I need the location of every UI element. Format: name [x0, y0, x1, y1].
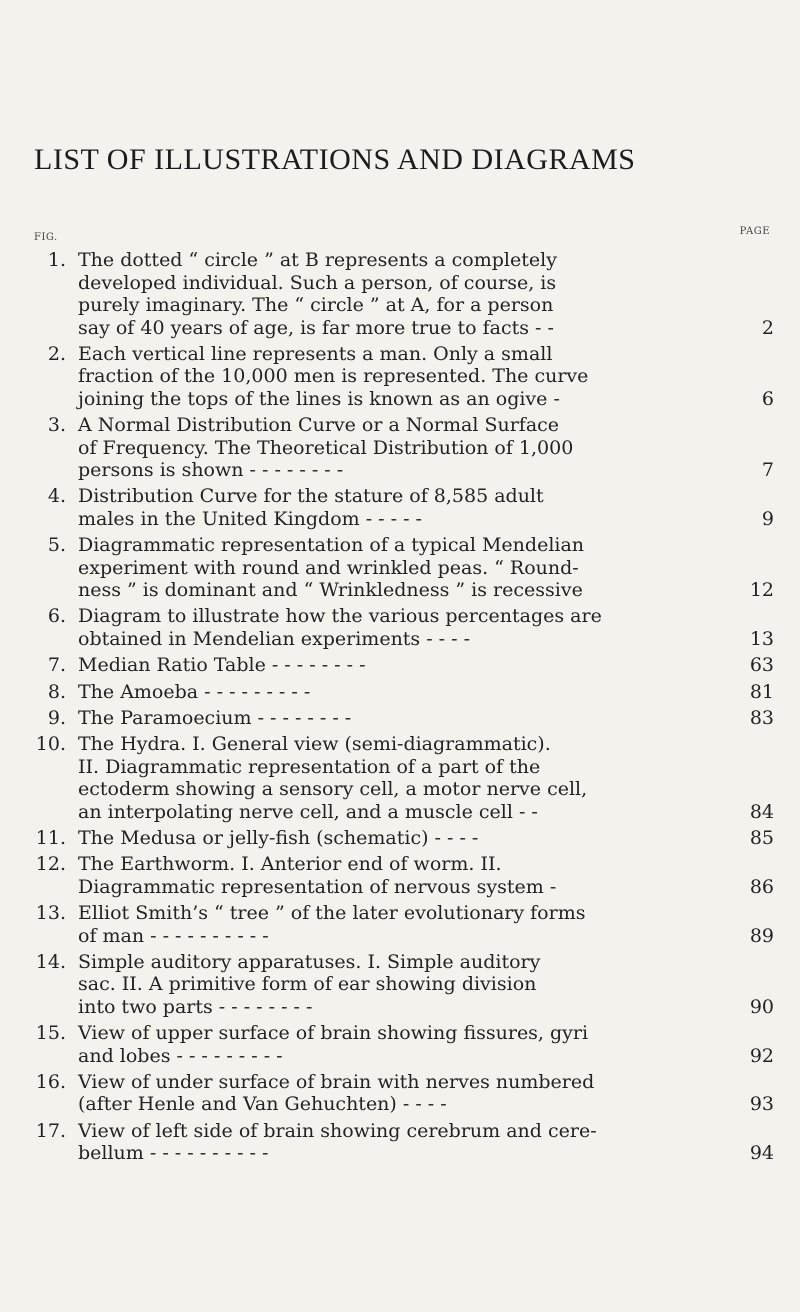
caption-line: II. Diagrammatic representation of a part of the [78, 755, 541, 778]
list-item [34, 902, 774, 947]
figure-caption [78, 853, 714, 898]
list-item [34, 343, 774, 411]
figure-number: 10. [35, 733, 66, 756]
figure-caption [78, 343, 714, 411]
figure-number: 14. [35, 950, 66, 973]
list-item [34, 605, 774, 650]
figure-number: 6. [47, 605, 66, 628]
caption-line: experiment with round and wrinkled peas. “ Round- [78, 556, 579, 579]
page-number: 6 [761, 387, 774, 410]
caption-line: say of 40 years of age, is far more true to facts - - [78, 316, 554, 339]
caption-line: purely imaginary. The “ circle ” at A, for a person [78, 294, 554, 316]
list-item [34, 1071, 774, 1116]
page-number: 94 [749, 1142, 774, 1165]
figure-caption [78, 534, 714, 602]
caption-line: obtained in Mendelian experiments - - - - [78, 627, 471, 650]
caption-line: fraction of the 10,000 men is represented. The curve [78, 365, 589, 388]
caption-line: (after Henle and Van Gehuchten) - - - - [78, 1093, 447, 1116]
list-item [34, 853, 774, 898]
list-item [34, 414, 774, 482]
caption-line: developed individual. Such a person, of course, is [78, 271, 557, 294]
caption-line: View of left side of brain showing cerebrum and cere- [78, 1119, 597, 1142]
page-number: 83 [749, 706, 774, 729]
list-item [34, 733, 774, 823]
caption-line: persons is shown - - - - - - - - [78, 459, 344, 482]
figure-caption [78, 414, 714, 482]
figure-caption [78, 733, 714, 823]
page-number: 84 [749, 800, 774, 823]
list-item [34, 249, 774, 339]
caption-line: and lobes - - - - - - - - - [78, 1044, 283, 1067]
figure-number: 3. [47, 414, 66, 437]
caption-line: The Hydra. I. General view (semi-diagrammatic). [78, 733, 551, 756]
page-number: 93 [749, 1093, 774, 1116]
page-number: 85 [749, 826, 774, 849]
figure-number: 15. [35, 1022, 66, 1045]
list-item [34, 707, 774, 730]
list-item [34, 681, 774, 704]
caption-line: sac. II. A primitive form of ear showing division [78, 973, 537, 996]
caption-line: View of upper surface of brain showing fissures, gyri [78, 1022, 589, 1045]
page-number: 90 [749, 995, 774, 1018]
caption-line: of Frequency. The Theoretical Distribution of 1,000 [78, 436, 574, 459]
caption-line: A Normal Distribution Curve or a Normal Surface [78, 414, 560, 437]
figure-number: 12. [35, 853, 66, 876]
figure-number: 11. [35, 826, 66, 849]
page-number: 89 [749, 924, 774, 947]
page-title: LIST OF ILLUSTRATIONS AND DIAGRAMS [34, 143, 636, 176]
list-item [34, 827, 774, 850]
list-item [34, 534, 774, 602]
caption-line: Diagrammatic representation of a typical Mendelian [78, 534, 585, 557]
figure-caption [78, 681, 714, 704]
figure-number: 9. [47, 706, 66, 729]
caption-line: males in the United Kingdom - - - - - [78, 507, 422, 530]
figure-caption [78, 707, 714, 730]
figure-caption [78, 1022, 714, 1067]
caption-line: Diagram to illustrate how the various percentages are [78, 605, 602, 628]
figure-caption [78, 1071, 714, 1116]
figure-caption [78, 902, 714, 947]
figure-number: 4. [47, 485, 66, 508]
list-item [34, 1022, 774, 1067]
caption-line: an interpolating nerve cell, and a muscle cell - - [78, 800, 538, 823]
caption-line: ectoderm showing a sensory cell, a motor nerve cell, [78, 778, 588, 801]
figure-number: 8. [47, 680, 66, 703]
page-number: 7 [761, 459, 774, 482]
figure-number: 7. [47, 654, 66, 677]
page-number: 81 [749, 680, 774, 703]
caption-line: Simple auditory apparatuses. I. Simple auditory [78, 950, 541, 973]
caption-line: The Paramoecium - - - - - - - - [78, 706, 352, 729]
figure-caption [78, 605, 714, 650]
caption-line: of man - - - - - - - - - - [78, 924, 269, 947]
figure-number: 1. [47, 249, 66, 271]
figure-number: 5. [47, 534, 66, 557]
caption-line: Distribution Curve for the stature of 8,585 adult [78, 485, 544, 508]
caption-line: The Medusa or jelly-fish (schematic) - - - - [78, 826, 479, 849]
page-number: 63 [749, 654, 774, 677]
figure-caption [78, 951, 714, 1019]
figure-caption [78, 485, 714, 530]
page-number: 12 [749, 579, 774, 602]
figure-number: 2. [47, 342, 66, 365]
caption-line: into two parts - - - - - - - - [78, 995, 313, 1018]
list-item [34, 951, 774, 1019]
fig-column-header: FIG. [34, 232, 58, 243]
caption-line: Median Ratio Table - - - - - - - - [78, 654, 366, 677]
caption-line: The dotted “ circle ” at B represents a completely [78, 249, 557, 271]
list-item [34, 1120, 774, 1165]
page-number: 92 [749, 1044, 774, 1067]
caption-line: Diagrammatic representation of nervous system - [78, 875, 557, 898]
list-item [34, 485, 774, 530]
figure-caption [78, 249, 714, 339]
caption-line: Each vertical line represents a man. Only a small [78, 342, 553, 365]
page-column-header: PAGE [739, 226, 770, 237]
caption-line: bellum - - - - - - - - - - [78, 1142, 269, 1165]
figure-caption [78, 827, 714, 850]
page-number: 86 [749, 875, 774, 898]
illustrations-list [34, 249, 774, 1169]
page-number: 13 [749, 627, 774, 650]
figure-number: 16. [35, 1070, 66, 1093]
caption-line: Elliot Smith’s “ tree ” of the later evolutionary forms [78, 902, 586, 925]
page-number: 9 [761, 507, 774, 530]
figure-number: 17. [35, 1119, 66, 1142]
caption-line: The Earthworm. I. Anterior end of worm. II. [78, 853, 502, 876]
caption-line: View of under surface of brain with nerves numbered [78, 1070, 595, 1093]
figure-number: 13. [35, 902, 66, 925]
figure-caption [78, 654, 714, 677]
caption-line: ness ” is dominant and “ Wrinkledness ” is recessive [78, 579, 583, 602]
list-item [34, 654, 774, 677]
caption-line: joining the tops of the lines is known as an ogive - [78, 387, 560, 410]
figure-caption [78, 1120, 714, 1165]
caption-line: The Amoeba - - - - - - - - - [78, 680, 311, 703]
page-number: 2 [761, 316, 774, 339]
